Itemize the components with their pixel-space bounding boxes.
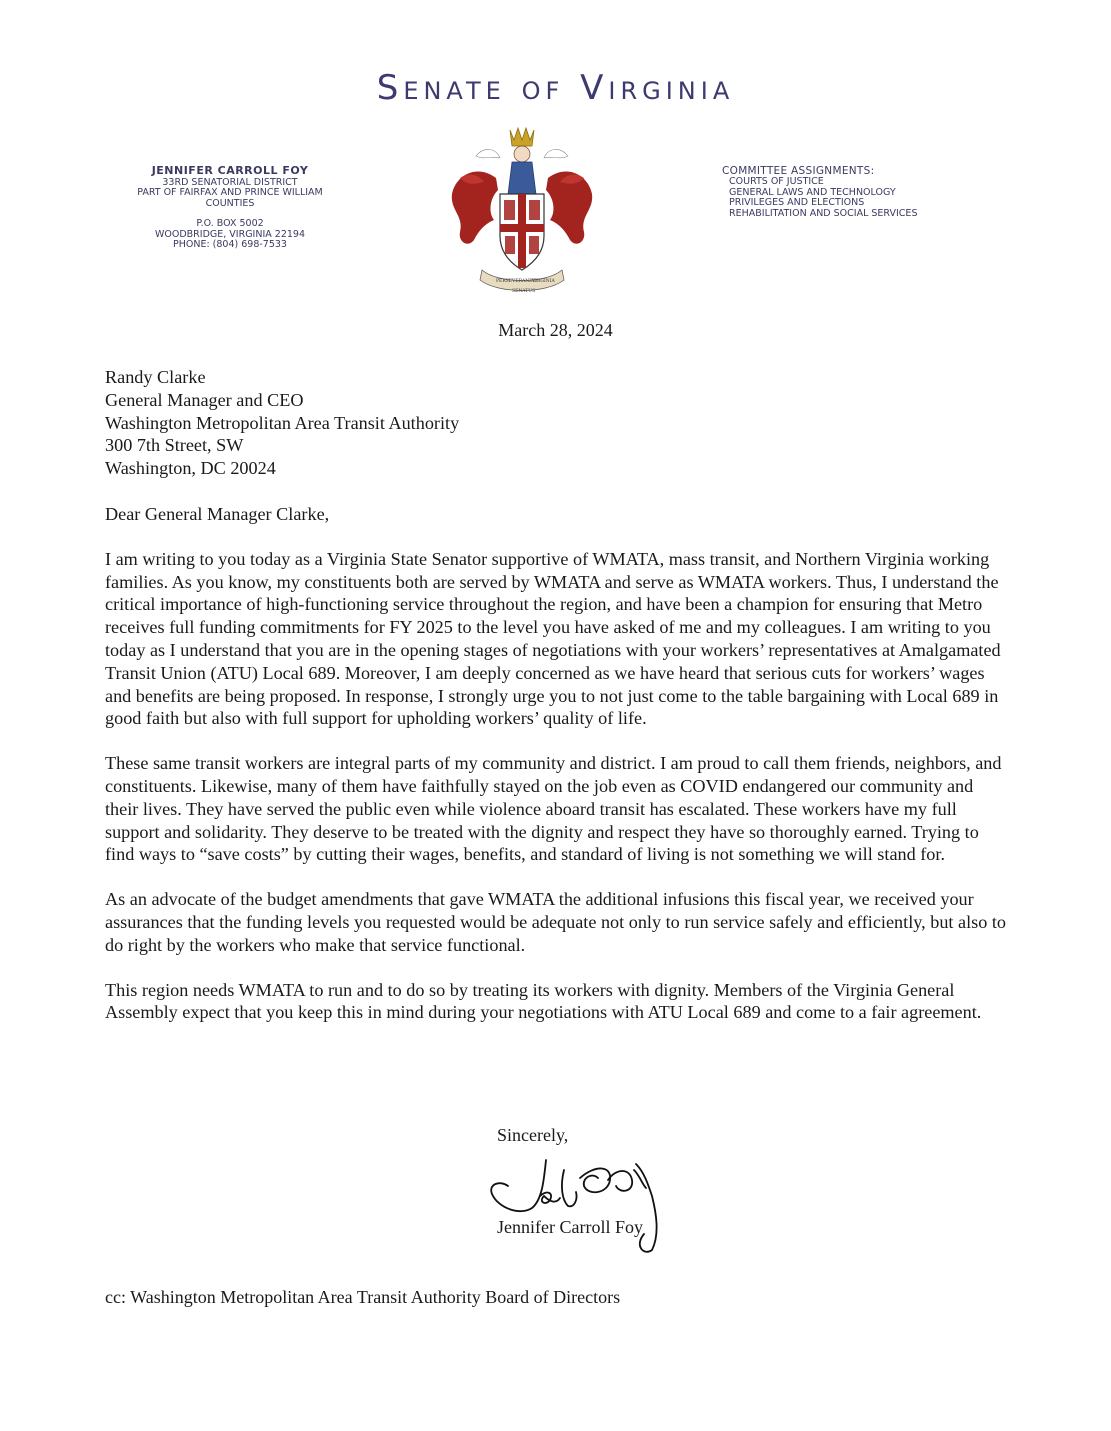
committee-heading: COMMITTEE ASSIGNMENTS:: [722, 165, 875, 177]
letterhead-title: Senate of Virginia: [376, 68, 735, 108]
sender-area-line1: PART OF FAIRFAX AND PRINCE WILLIAM: [137, 187, 323, 198]
letter-date: March 28, 2024: [498, 320, 613, 340]
recipient-address: [105, 366, 1010, 480]
sender-block: [120, 166, 340, 251]
sender-po-box: P.O. BOX 5002: [196, 218, 264, 229]
committee-item: COURTS OF JUSTICE: [729, 175, 824, 187]
handwritten-signature: [484, 1150, 674, 1258]
recipient-title: General Manager and CEO: [105, 389, 304, 410]
seal-motto-bottom: SENATUS: [512, 289, 536, 294]
committee-item: GENERAL LAWS AND TECHNOLOGY: [729, 186, 896, 198]
committee-item: REHABILITATION AND SOCIAL SERVICES: [729, 208, 918, 220]
sender-phone: PHONE: (804) 698-7533: [173, 239, 287, 250]
body-paragraph: As an advocate of the budget amendments that gave WMATA the additional infusions this fiscal year, we received your assurances that the funding levels you requested would be adequate not only to run service safely and efficiently, but also to do right by the workers who make that service functional.: [105, 889, 1007, 955]
committee-item: PRIVILEGES AND ELECTIONS: [729, 197, 865, 209]
body-paragraph: These same transit workers are integral parts of my community and district. I am proud to call them friends, neighbors, and constituents. Likewise, many of them have faithfully stayed on the job even as COVID endangered our community and their lives. They have served the public even while violence aboard transit has escalated. These workers have my full support and solidarity. They deserve to be treated with the dignity and respect they have so thoroughly earned. Trying to find ways to “save costs” by cutting their wages, benefits, and standard of living is not something we will stand for.: [105, 753, 1002, 865]
recipient-city: Washington, DC 20024: [105, 458, 276, 479]
sender-area-line2: COUNTIES: [205, 197, 255, 209]
sender-district: 33RD SENATORIAL DISTRICT: [162, 176, 298, 188]
senate-seal-icon: [438, 124, 606, 300]
committee-list: [722, 177, 982, 220]
sender-name: JENNIFER CARROLL FOY: [151, 164, 309, 177]
signer-name: Jennifer Carroll Foy: [497, 1217, 643, 1237]
closing: Sincerely,: [497, 1125, 569, 1145]
body-paragraph: I am writing to you today as a Virginia State Senator supportive of WMATA, mass transit, and Northern Virginia working families. As you know, my constituents both are served by WMATA and serve as WMATA workers. Thus, I understand the critical importance of high-functioning service throughout the region, and have been a champion for ensuring that Metro receives full funding commitments for FY 2025 to the level you have asked of me and my colleagues. I am writing to you today as I understand that you are in the opening stages of negotiations with your workers’ representatives at Amalgamated Transit Union (ATU) Local 689. Moreover, I am deeply concerned as we have heard that serious cuts for workers’ wages and benefits are being proposed. In response, I strongly urge you to not just come to the table bargaining with Local 689 in good faith but also with full support for upholding workers’ quality of life.: [105, 548, 1001, 729]
seal-motto-left: PERSEVERANDO: [496, 279, 537, 284]
committee-assignments: [722, 166, 982, 220]
recipient-street: 300 7th Street, SW: [105, 435, 244, 456]
salutation: Dear General Manager Clarke,: [105, 503, 330, 524]
recipient-name: Randy Clarke: [105, 367, 206, 387]
body-paragraph: This region needs WMATA to run and to do so by treating its workers with dignity. Members of the Virginia General Assembly expect that you keep this in mind during your negotiations with ATU Local 689 and come to a fair agreement.: [105, 979, 982, 1023]
cc-line: cc: Washington Metropolitan Area Transit Authority Board of Directors: [105, 1287, 621, 1307]
seal-motto-right: VIRGINIA: [532, 279, 555, 284]
recipient-organization: Washington Metropolitan Area Transit Authority: [105, 412, 460, 433]
sender-city: WOODBRIDGE, VIRGINIA 22194: [154, 228, 305, 240]
letter-body: [105, 366, 1010, 1024]
